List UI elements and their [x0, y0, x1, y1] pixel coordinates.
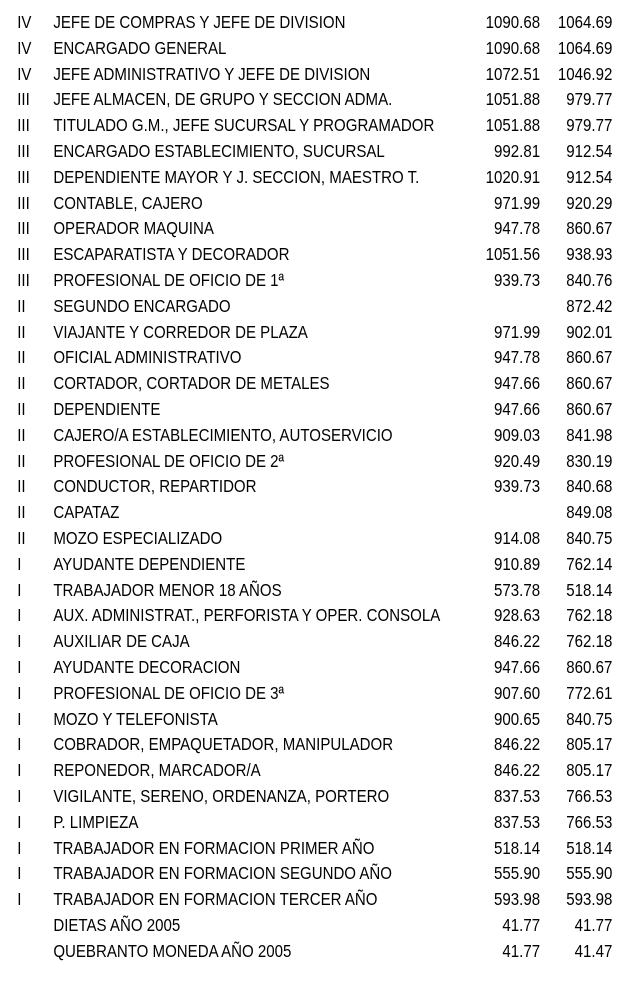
salary-value-2-cell: 1064.69	[557, 12, 613, 32]
level-cell: II	[17, 502, 26, 523]
salary-value-1-cell: 518.14	[494, 837, 541, 858]
table-row	[0, 784, 613, 810]
table-row	[0, 320, 613, 346]
table-row	[0, 191, 613, 217]
category-name-cell: CAJERO/A ESTABLECIMIENTO, AUTOSERVICIO	[53, 424, 393, 445]
salary-value-1-cell: 555.90	[494, 863, 541, 884]
table-row	[0, 707, 613, 733]
salary-value-1-cell: 573.78	[494, 579, 541, 600]
salary-value-1-cell: 837.53	[494, 785, 541, 806]
level-cell: I	[17, 579, 22, 600]
level-cell: I	[17, 785, 22, 806]
salary-value-2-cell: 912.54	[566, 166, 613, 187]
category-name-cell: VIGILANTE, SERENO, ORDENANZA, PORTERO	[53, 785, 390, 806]
level-cell: IV	[17, 37, 32, 58]
level-cell: III	[17, 218, 30, 239]
salary-value-2-cell: 860.67	[566, 656, 613, 677]
table-row	[0, 10, 613, 36]
table-row	[0, 732, 613, 758]
salary-value-2-cell: 805.17	[566, 760, 613, 781]
salary-value-2-cell: 979.77	[566, 115, 613, 136]
salary-value-2-cell: 979.77	[566, 89, 613, 110]
category-name-cell: ENCARGADO GENERAL	[53, 37, 227, 58]
table-row	[0, 36, 613, 62]
level-cell: II	[17, 295, 26, 316]
category-name-cell: AUXILIAR DE CAJA	[53, 631, 190, 652]
level-cell: IV	[17, 12, 32, 32]
salary-value-2-cell: 762.14	[566, 553, 613, 574]
level-cell: III	[17, 192, 30, 213]
level-cell: II	[17, 321, 26, 342]
salary-value-1-cell: 1051.88	[485, 89, 541, 110]
salary-value-1-cell: 1090.68	[485, 12, 541, 32]
level-cell: I	[17, 889, 22, 910]
table-row	[0, 371, 613, 397]
category-name-cell: DIETAS AÑO 2005	[53, 914, 181, 935]
level-cell: I	[17, 656, 22, 677]
salary-value-2-cell: 772.61	[566, 682, 613, 703]
salary-value-1-cell: 907.60	[494, 682, 541, 703]
table-row	[0, 113, 613, 139]
table-row	[0, 62, 613, 88]
salary-value-1-cell: 900.65	[494, 708, 541, 729]
salary-value-2-cell: 593.98	[566, 889, 613, 910]
table-row	[0, 87, 613, 113]
salary-value-1-cell: 1020.91	[485, 166, 541, 187]
level-cell: I	[17, 708, 22, 729]
table-row	[0, 242, 613, 268]
level-cell: III	[17, 166, 30, 187]
category-name-cell: OFICIAL ADMINISTRATIVO	[53, 347, 242, 368]
category-name-cell: PROFESIONAL DE OFICIO DE 1ª	[53, 269, 285, 290]
salary-value-2-cell: 766.53	[566, 811, 613, 832]
salary-value-2-cell: 555.90	[566, 863, 613, 884]
category-name-cell: ESCAPARATISTA Y DECORADOR	[53, 244, 290, 265]
salary-value-1-cell: 939.73	[494, 269, 541, 290]
salary-value-1-cell: 41.77	[502, 940, 541, 961]
table-row	[0, 758, 613, 784]
level-cell: II	[17, 347, 26, 368]
table-row	[0, 552, 613, 578]
table-row	[0, 449, 613, 475]
salary-value-2-cell: 518.14	[566, 837, 613, 858]
level-cell: II	[17, 373, 26, 394]
salary-value-2-cell: 840.75	[566, 708, 613, 729]
category-name-cell: AYUDANTE DEPENDIENTE	[53, 553, 246, 574]
level-cell: III	[17, 89, 30, 110]
category-name-cell: MOZO ESPECIALIZADO	[53, 527, 223, 548]
salary-value-2-cell: 766.53	[566, 785, 613, 806]
salary-value-1-cell: 928.63	[494, 605, 541, 626]
category-name-cell: PROFESIONAL DE OFICIO DE 2ª	[53, 450, 285, 471]
level-cell: II	[17, 527, 26, 548]
salary-table	[0, 10, 613, 964]
level-cell: II	[17, 450, 26, 471]
level-cell: II	[17, 476, 26, 497]
category-name-cell: CONDUCTOR, REPARTIDOR	[53, 476, 257, 497]
table-row	[0, 681, 613, 707]
level-cell: III	[17, 140, 30, 161]
table-row	[0, 810, 613, 836]
level-cell: I	[17, 631, 22, 652]
level-cell: I	[17, 811, 22, 832]
level-cell: I	[17, 863, 22, 884]
salary-value-1-cell: 947.78	[494, 218, 541, 239]
level-cell: III	[17, 115, 30, 136]
level-cell: I	[17, 837, 22, 858]
category-name-cell: P. LIMPIEZA	[53, 811, 139, 832]
category-name-cell: CONTABLE, CAJERO	[53, 192, 203, 213]
level-cell: I	[17, 682, 22, 703]
salary-value-1-cell: 910.89	[494, 553, 541, 574]
table-row	[0, 294, 613, 320]
salary-value-2-cell: 938.93	[566, 244, 613, 265]
salary-value-1-cell: 920.49	[494, 450, 541, 471]
category-name-cell: JEFE DE COMPRAS Y JEFE DE DIVISION	[53, 12, 346, 32]
category-name-cell: DEPENDIENTE	[53, 398, 161, 419]
salary-value-1-cell: 41.77	[502, 914, 541, 935]
category-name-cell: REPONEDOR, MARCADOR/A	[53, 760, 261, 781]
salary-value-2-cell: 920.29	[566, 192, 613, 213]
salary-value-1-cell: 846.22	[494, 760, 541, 781]
salary-value-1-cell: 846.22	[494, 631, 541, 652]
table-row	[0, 423, 613, 449]
salary-value-1-cell: 846.22	[494, 734, 541, 755]
level-cell: I	[17, 553, 22, 574]
salary-value-2-cell: 872.42	[566, 295, 613, 316]
salary-value-2-cell: 840.76	[566, 269, 613, 290]
category-name-cell: PROFESIONAL DE OFICIO DE 3ª	[53, 682, 285, 703]
table-row	[0, 836, 613, 862]
level-cell: I	[17, 760, 22, 781]
table-row	[0, 268, 613, 294]
table-row	[0, 913, 613, 939]
salary-value-1-cell: 1051.56	[485, 244, 541, 265]
category-name-cell: ENCARGADO ESTABLECIMIENTO, SUCURSAL	[53, 140, 385, 161]
table-row	[0, 939, 613, 965]
salary-value-2-cell: 41.47	[574, 940, 613, 961]
category-name-cell: QUEBRANTO MONEDA AÑO 2005	[53, 940, 292, 961]
table-row	[0, 216, 613, 242]
table-row	[0, 578, 613, 604]
category-name-cell: TRABAJADOR EN FORMACION TERCER AÑO	[53, 889, 378, 910]
category-name-cell: AYUDANTE DECORACION	[53, 656, 241, 677]
category-name-cell: MOZO Y TELEFONISTA	[53, 708, 218, 729]
salary-value-1-cell: 971.99	[494, 321, 541, 342]
salary-value-1-cell: 1072.51	[485, 63, 541, 84]
table-row	[0, 603, 613, 629]
salary-value-1-cell: 947.66	[494, 656, 541, 677]
table-row	[0, 397, 613, 423]
salary-value-2-cell: 518.14	[566, 579, 613, 600]
salary-value-2-cell: 805.17	[566, 734, 613, 755]
salary-value-1-cell: 947.78	[494, 347, 541, 368]
level-cell: II	[17, 398, 26, 419]
table-row	[0, 500, 613, 526]
salary-value-2-cell: 902.01	[566, 321, 613, 342]
category-name-cell: COBRADOR, EMPAQUETADOR, MANIPULADOR	[53, 734, 394, 755]
salary-value-2-cell: 1064.69	[557, 37, 613, 58]
table-row	[0, 655, 613, 681]
salary-value-2-cell: 840.68	[566, 476, 613, 497]
category-name-cell: TRABAJADOR EN FORMACION PRIMER AÑO	[53, 837, 375, 858]
salary-value-1-cell: 971.99	[494, 192, 541, 213]
category-name-cell: SEGUNDO ENCARGADO	[53, 295, 231, 316]
salary-value-2-cell: 860.67	[566, 218, 613, 239]
salary-value-2-cell: 841.98	[566, 424, 613, 445]
salary-value-2-cell: 840.75	[566, 527, 613, 548]
table-row	[0, 165, 613, 191]
salary-value-1-cell: 1090.68	[485, 37, 541, 58]
category-name-cell: VIAJANTE Y CORREDOR DE PLAZA	[53, 321, 308, 342]
category-name-cell: OPERADOR MAQUINA	[53, 218, 214, 239]
category-name-cell: CAPATAZ	[53, 502, 120, 523]
category-name-cell: TRABAJADOR MENOR 18 AÑOS	[53, 579, 282, 600]
table-row	[0, 526, 613, 552]
table-row	[0, 474, 613, 500]
category-name-cell: JEFE ALMACEN, DE GRUPO Y SECCION ADMA.	[53, 89, 393, 110]
salary-value-1-cell: 1051.88	[485, 115, 541, 136]
salary-value-2-cell: 860.67	[566, 398, 613, 419]
salary-value-1-cell: 914.08	[494, 527, 541, 548]
salary-value-1-cell: 837.53	[494, 811, 541, 832]
salary-value-2-cell: 860.67	[566, 373, 613, 394]
salary-value-2-cell: 762.18	[566, 605, 613, 626]
level-cell: I	[17, 734, 22, 755]
table-row	[0, 887, 613, 913]
table-row	[0, 139, 613, 165]
salary-value-2-cell: 1046.92	[557, 63, 613, 84]
salary-value-2-cell: 41.77	[574, 914, 613, 935]
category-name-cell: AUX. ADMINISTRAT., PERFORISTA Y OPER. CONSOLA	[53, 605, 441, 626]
salary-value-1-cell: 992.81	[494, 140, 541, 161]
table-row	[0, 861, 613, 887]
category-name-cell: CORTADOR, CORTADOR DE METALES	[53, 373, 330, 394]
table-row	[0, 629, 613, 655]
salary-value-2-cell: 762.18	[566, 631, 613, 652]
level-cell: III	[17, 269, 30, 290]
table-row	[0, 345, 613, 371]
category-name-cell: DEPENDIENTE MAYOR Y J. SECCION, MAESTRO T.	[53, 166, 420, 187]
salary-value-2-cell: 912.54	[566, 140, 613, 161]
salary-value-2-cell: 849.08	[566, 502, 613, 523]
category-name-cell: TITULADO G.M., JEFE SUCURSAL Y PROGRAMADOR	[53, 115, 435, 136]
salary-value-1-cell: 909.03	[494, 424, 541, 445]
level-cell: III	[17, 244, 30, 265]
category-name-cell: TRABAJADOR EN FORMACION SEGUNDO AÑO	[53, 863, 392, 884]
salary-value-2-cell: 830.19	[566, 450, 613, 471]
category-name-cell: JEFE ADMINISTRATIVO Y JEFE DE DIVISION	[53, 63, 371, 84]
level-cell: I	[17, 605, 22, 626]
level-cell: II	[17, 424, 26, 445]
salary-value-2-cell: 860.67	[566, 347, 613, 368]
salary-value-1-cell: 947.66	[494, 373, 541, 394]
salary-value-1-cell: 593.98	[494, 889, 541, 910]
salary-value-1-cell: 939.73	[494, 476, 541, 497]
level-cell: IV	[17, 63, 32, 84]
salary-value-1-cell: 947.66	[494, 398, 541, 419]
